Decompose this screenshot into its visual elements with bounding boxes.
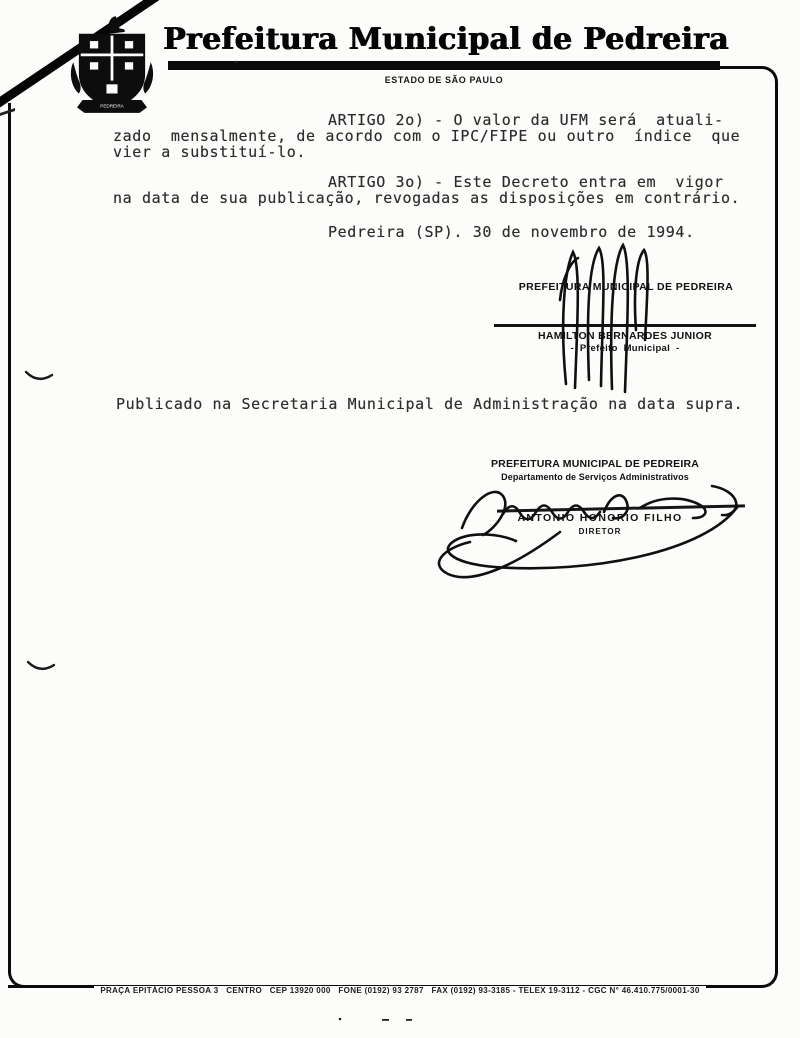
article2-line: vier a substituí-lo. [113,143,307,161]
stamp-prefeitura: PREFEITURA MUNICIPAL DE PEDREIRA [518,281,734,293]
signature-rule [494,324,756,327]
footer-address-line [24,980,776,998]
footer-address: PRAÇA EPITÁCIO PESSOA 3 CENTRO CEP 13920 000 FONE (0192) 93 2787 FAX (0192) 93-3185 - TELEX 19-3112 - CGC N° 46.410.775/0001-30 [94,986,705,995]
document-header-title: Prefeitura Municipal de Pedreira [163,22,729,57]
frame-left-border [8,103,51,988]
article2-line: zado mensalmente, de acordo com o IPC/FIPE ou outro índice que [113,127,741,145]
article2-line: ARTIGO 2o) - O valor da UFM será atuali- [328,111,724,129]
signer-name-mayor: HAMILTON BERNARDES JUNIOR [538,330,712,342]
municipal-coat-of-arms [66,14,158,121]
publication-note: Publicado na Secretaria Municipal de Administração na data supra. [116,395,744,413]
stamp-prefeitura-2: PREFEITURA MUNICIPAL DE PEDREIRA [490,458,700,470]
dateline: Pedreira (SP). 30 de novembro de 1994. [328,223,695,241]
crest-caption: PEDREIRA [100,103,124,109]
header-subtitle: ESTADO DE SÃO PAULO [384,75,504,85]
stamp-department: Departamento de Serviços Administrativos [501,472,689,482]
article3-line: ARTIGO 3o) - Este Decreto entra em vigor [328,173,724,191]
header-rule [168,61,720,70]
signer-name-director: ANTONIO HONORIO FILHO [517,512,683,524]
article3-line: na data de sua publicação, revogadas as disposições em contrário. [113,189,741,207]
document-body [113,112,761,240]
signer-role-mayor: - Prefeito Municipal - [570,343,680,354]
signer-role-director: DIRETOR [578,527,622,536]
